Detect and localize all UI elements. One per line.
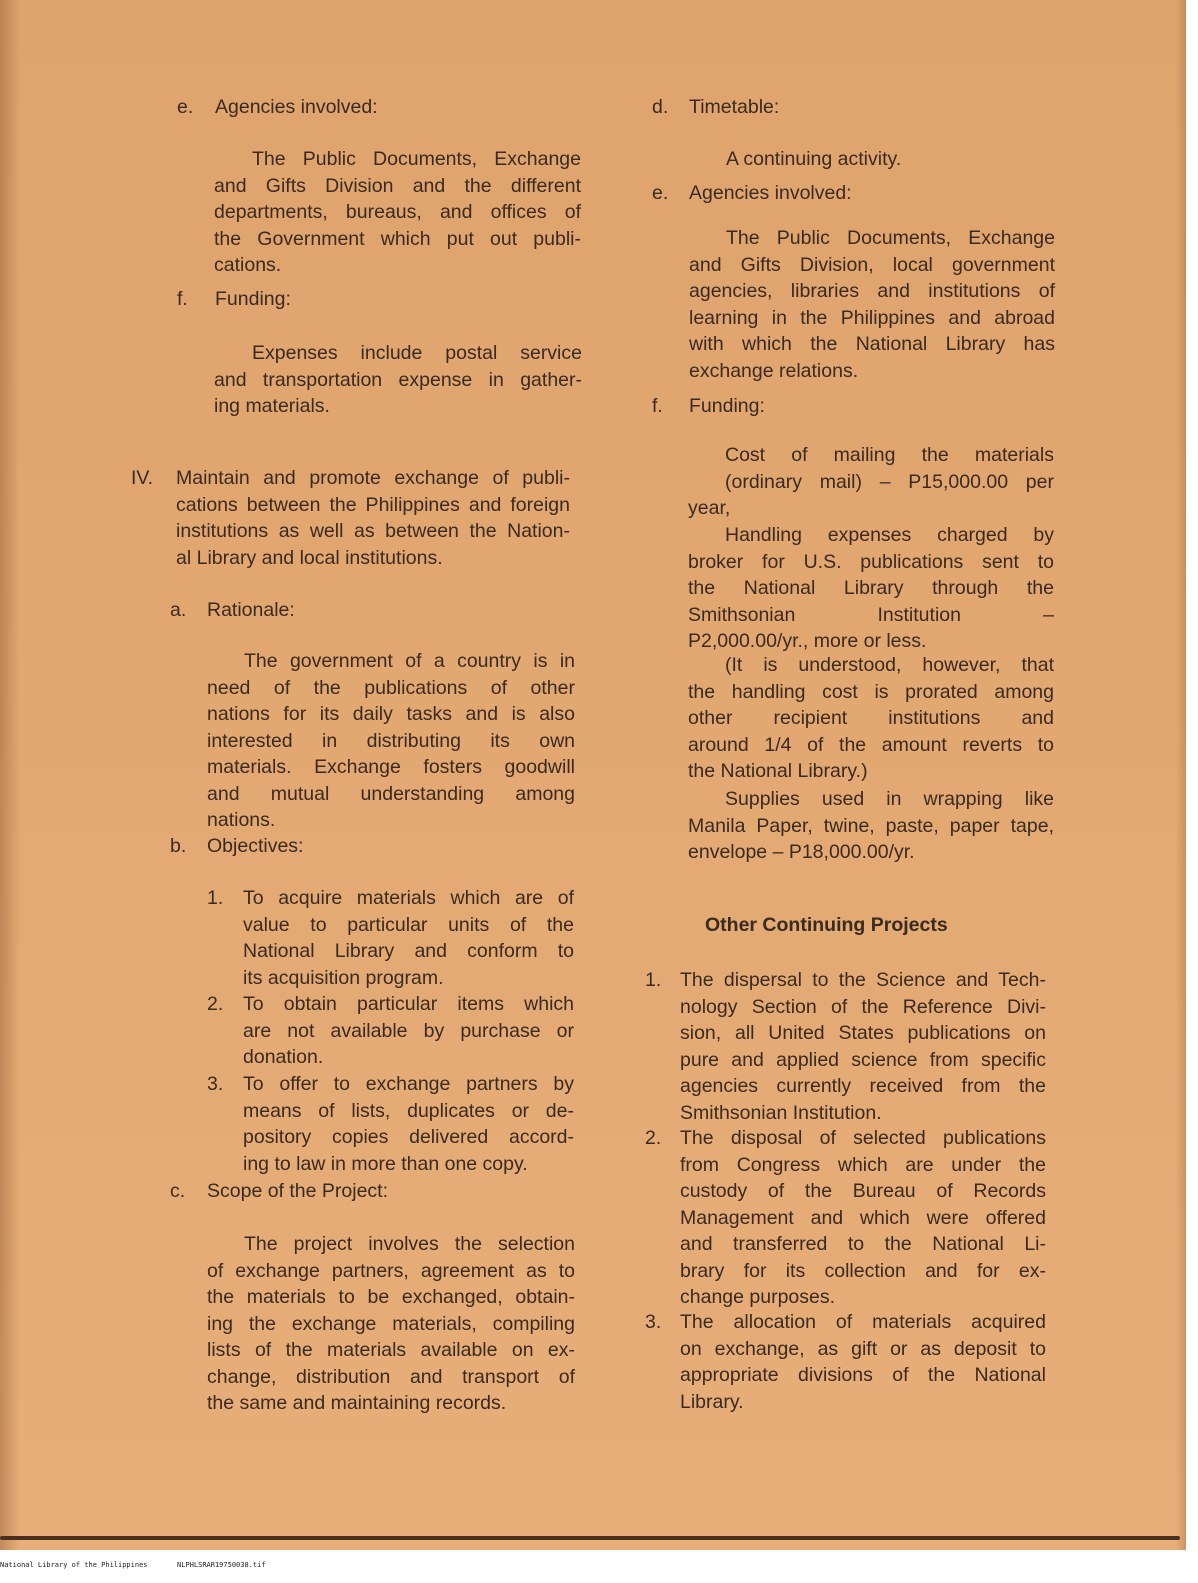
text-line: National Library and conform to <box>243 940 574 962</box>
text-line: means of lists, duplicates or de- <box>243 1099 574 1122</box>
funding-note-paragraph <box>688 652 1054 785</box>
text-line: To acquire materials which are of <box>243 887 574 909</box>
objective-2-number: 2. <box>207 993 224 1015</box>
footer-source: National Library of the Philippines <box>0 1561 148 1569</box>
objective-3-text <box>243 1071 574 1177</box>
text-line: custody of the Bureau of Records <box>680 1180 1046 1202</box>
text-line: the National Library.) <box>688 760 868 782</box>
text-line: P2,000.00/yr., more or less. <box>688 630 927 652</box>
scan-footer <box>0 1560 1198 1583</box>
objective-1-number: 1. <box>207 887 224 909</box>
text-line: Maintain and promote exchange of publi- <box>176 467 570 489</box>
other-projects-heading: Other Continuing Projects <box>705 914 948 936</box>
text-line: interested in distributing its own <box>207 729 575 752</box>
objective-3-number: 3. <box>207 1073 224 1095</box>
text-line: and transportation expense in gather- <box>214 368 582 391</box>
text-line: on exchange, as gift or as deposit to <box>680 1337 1046 1360</box>
text-line: brary for its collection and for ex- <box>680 1259 1046 1282</box>
text-line: of exchange partners, agreement as to <box>207 1259 575 1282</box>
text-line: donation. <box>243 1046 324 1068</box>
left-f-paragraph <box>214 340 582 420</box>
right-f-label: f. <box>652 395 663 417</box>
text-line: The allocation of materials acquired <box>680 1311 1046 1333</box>
text-line: the Government which put out publi- <box>214 227 581 250</box>
text-line: Cost of mailing the materials <box>725 444 1054 466</box>
text-line: institutions as well as between the Nation- <box>176 520 570 542</box>
left-e-label: e. <box>177 96 194 118</box>
text-line: (It is understood, however, that <box>725 654 1054 676</box>
bottom-rule <box>0 1536 1180 1540</box>
text-line: the National Library through the <box>688 577 1054 599</box>
text-line: appropriate divisions of the National <box>680 1364 1046 1386</box>
text-line: Expenses include postal service <box>252 342 582 364</box>
footer-file: NLPHLSRAR19750038.tif <box>177 1561 266 1569</box>
text-line: The Public Documents, Exchange <box>252 148 581 170</box>
text-line: broker for U.S. publications sent to <box>688 550 1054 573</box>
text-line: To obtain particular items which <box>243 993 574 1015</box>
text-line: change, distribution and transport of <box>207 1365 575 1388</box>
text-line: value to particular units of the <box>243 913 574 936</box>
text-line: and Gifts Division, local government <box>689 253 1055 276</box>
right-e-heading: Agencies involved: <box>689 182 852 204</box>
text-line: need of the publications of other <box>207 676 575 699</box>
text-line: exchange relations. <box>689 359 859 382</box>
text-line: agencies currently received from the <box>680 1075 1046 1097</box>
left-a-label: a. <box>170 599 187 621</box>
text-line: other recipient institutions and <box>688 707 1054 729</box>
text-line: year, <box>688 497 731 519</box>
text-line: cations. <box>214 254 282 276</box>
left-a-paragraph <box>207 648 575 834</box>
left-c-label: c. <box>170 1180 186 1202</box>
right-d-heading: Timetable: <box>689 96 780 118</box>
text-line: Supplies used in wrapping like <box>725 788 1054 810</box>
project-2-text <box>680 1125 1046 1311</box>
text-line: pository copies delivered accord- <box>243 1126 574 1148</box>
text-line: change purposes. <box>680 1286 836 1308</box>
left-c-heading: Scope of the Project: <box>207 1180 389 1202</box>
text-line: envelope – P18,000.00/yr. <box>688 841 915 863</box>
text-line: from Congress which are under the <box>680 1153 1046 1176</box>
text-line: and Gifts Division and the different <box>214 174 581 197</box>
text-line: The government of a country is in <box>244 650 575 672</box>
text-line: its acquisition program. <box>243 966 444 989</box>
text-line: ing the exchange materials, compiling <box>207 1312 575 1335</box>
right-e-paragraph <box>689 225 1055 384</box>
left-b-heading: Objectives: <box>207 835 304 857</box>
text-line: Handling expenses charged by <box>725 524 1054 546</box>
text-line: and transferred to the National Li- <box>680 1233 1046 1255</box>
text-line: The project involves the selection <box>244 1233 575 1255</box>
right-d-label: d. <box>652 96 669 118</box>
text-line: ing materials. <box>214 395 330 417</box>
right-d-text: A continuing activity. <box>726 148 902 170</box>
right-e-label: e. <box>652 182 669 204</box>
text-line: with which the National Library has <box>689 333 1055 355</box>
text-line: materials. Exchange fosters goodwill <box>207 756 575 778</box>
project-2-number: 2. <box>645 1127 662 1149</box>
text-line: pure and applied science from specific <box>680 1048 1046 1071</box>
text-line: Management and which were offered <box>680 1206 1046 1229</box>
text-line: The dispersal to the Science and Tech- <box>680 969 1046 991</box>
left-e-heading: Agencies involved: <box>215 96 378 118</box>
project-3-text <box>680 1309 1046 1415</box>
text-line: are not available by purchase or <box>243 1019 574 1042</box>
left-e-paragraph <box>214 146 581 279</box>
text-line: agencies, libraries and institutions of <box>689 280 1055 302</box>
funding-handling-paragraph <box>688 522 1054 655</box>
text-line: the materials to be exchanged, obtain- <box>207 1286 575 1308</box>
funding-cost-paragraph <box>688 442 1054 522</box>
objective-1-text <box>243 885 574 991</box>
text-line: cations between the Philippines and foreign <box>176 493 570 516</box>
text-line: the same and maintaining records. <box>207 1392 507 1414</box>
text-line: The disposal of selected publications <box>680 1127 1046 1149</box>
right-f-heading: Funding: <box>689 395 765 417</box>
text-line: nations. <box>207 809 276 831</box>
text-line: The Public Documents, Exchange <box>726 227 1055 249</box>
text-line: sion, all United States publications on <box>680 1022 1046 1044</box>
project-1-number: 1. <box>645 969 662 991</box>
page-edge-shadow <box>1176 0 1186 1550</box>
text-line: al Library and local institutions. <box>176 546 443 569</box>
left-f-label: f. <box>177 288 188 310</box>
section-iv-label: IV. <box>131 467 154 489</box>
left-c-paragraph <box>207 1231 575 1417</box>
text-line: and mutual understanding among <box>207 782 575 805</box>
left-b-label: b. <box>170 835 187 857</box>
text-line: ing to law in more than one copy. <box>243 1152 528 1175</box>
text-line: nations for its daily tasks and is also <box>207 703 575 725</box>
left-a-heading: Rationale: <box>207 599 295 621</box>
text-line: (ordinary mail) – P15,000.00 per <box>725 470 1054 493</box>
section-iv-paragraph <box>176 465 570 571</box>
text-line: nology Section of the Reference Divi- <box>680 995 1046 1018</box>
text-line: Manila Paper, twine, paste, paper tape, <box>688 814 1054 837</box>
project-1-text <box>680 967 1046 1126</box>
left-f-heading: Funding: <box>215 288 291 310</box>
text-line: Library. <box>680 1390 744 1413</box>
project-3-number: 3. <box>645 1311 662 1333</box>
funding-supplies-paragraph <box>688 786 1054 866</box>
text-line: Smithsonian Institution – <box>688 603 1054 626</box>
text-line: To offer to exchange partners by <box>243 1073 574 1095</box>
text-line: lists of the materials available on ex- <box>207 1339 575 1361</box>
text-line: around 1/4 of the amount reverts to <box>688 733 1054 756</box>
text-line: the handling cost is prorated among <box>688 680 1054 703</box>
objective-2-text <box>243 991 574 1071</box>
text-line: Smithsonian Institution. <box>680 1101 882 1124</box>
text-line: departments, bureaus, and offices of <box>214 201 581 223</box>
text-line: learning in the Philippines and abroad <box>689 306 1055 329</box>
